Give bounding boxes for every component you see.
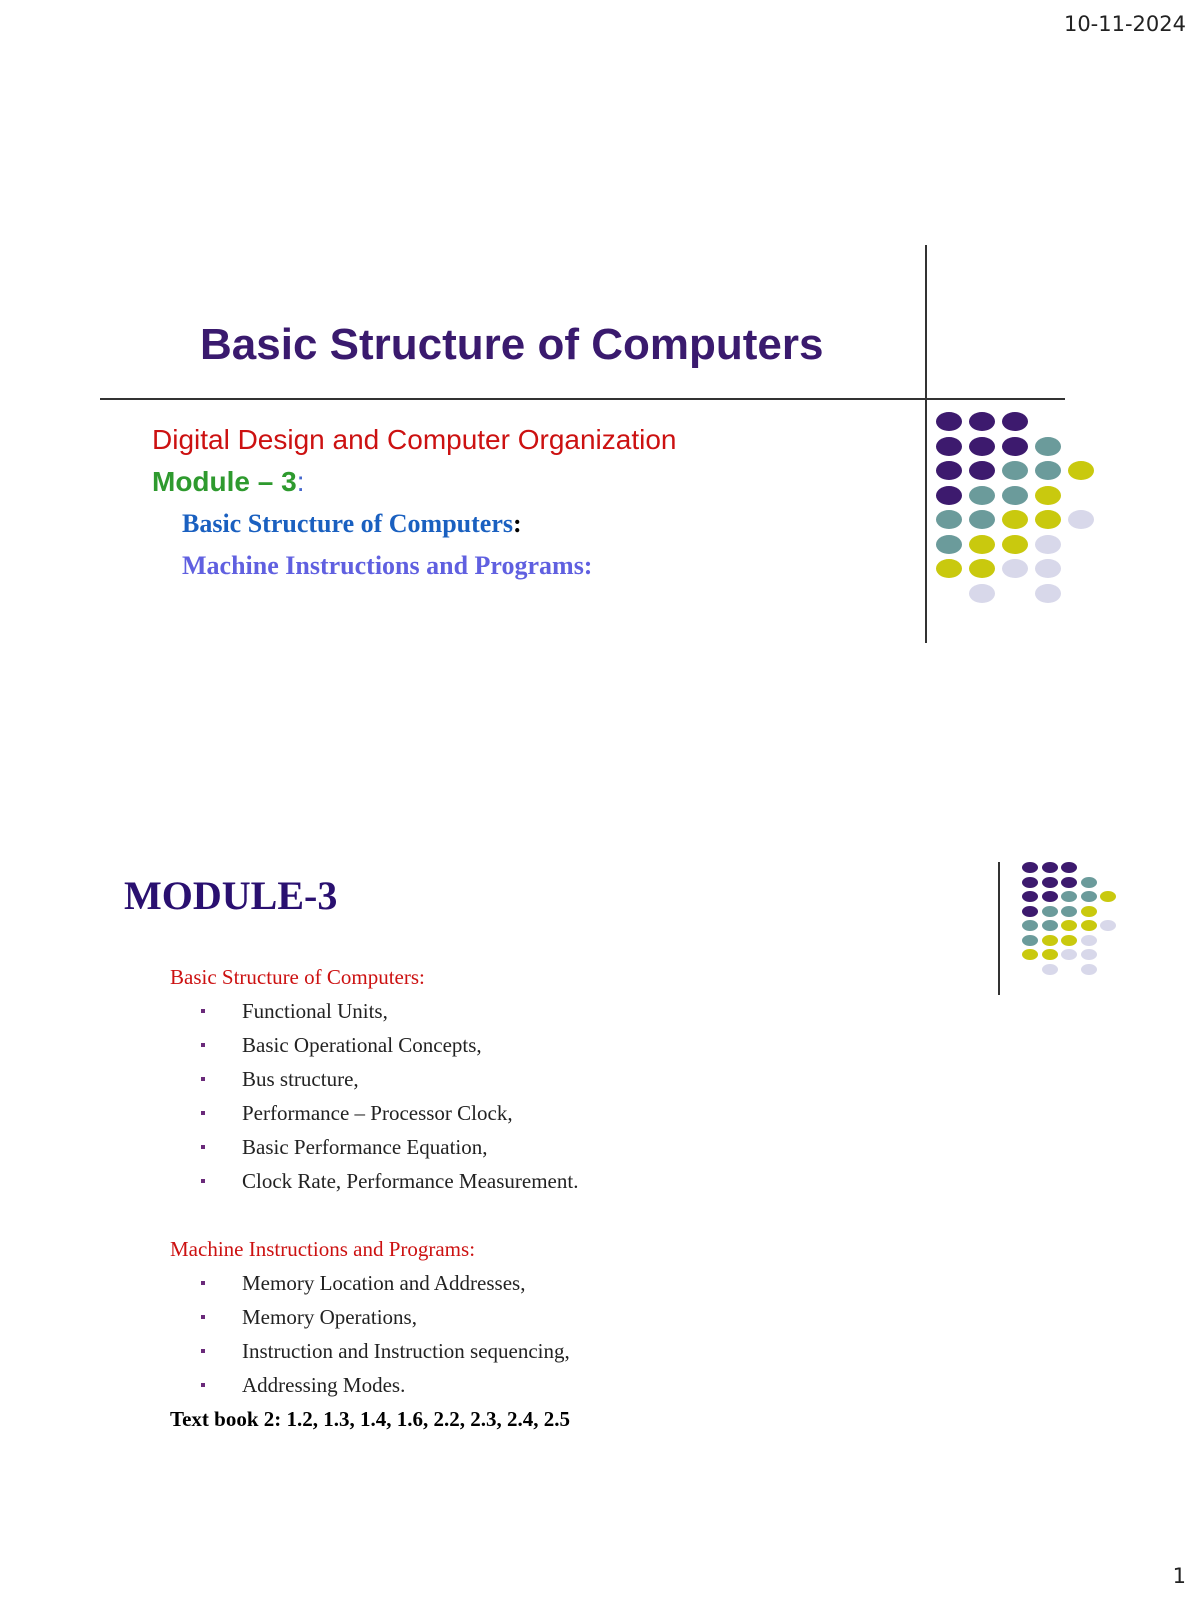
list-item-text: Performance – Processor Clock, [242,1101,513,1125]
teal-dot [1002,486,1028,505]
purple-dot [936,437,962,456]
slide1-topic-basic-structure [182,509,522,539]
slide1-topic-machine-instructions: Machine Instructions and Programs: [182,551,593,580]
purple-dot [1022,877,1038,888]
lavender-dot [1068,510,1094,529]
slide1-vertical-divider [925,245,927,643]
slide2-title: MODULE-3 [124,873,338,918]
list-item-text: Memory Location and Addresses, [242,1271,526,1295]
yellow-dot [1042,935,1058,946]
purple-dot [1061,862,1077,873]
slide1-horizontal-divider [100,398,1065,400]
bullet-icon [201,1383,205,1387]
yellow-dot [1042,949,1058,960]
page-number: 1 [1172,1564,1186,1588]
teal-dot [1022,920,1038,931]
lavender-dot [1081,935,1097,946]
yellow-dot [1061,935,1077,946]
bullet-icon [201,1009,205,1013]
slide1-subtitle: Digital Design and Computer Organization [152,424,677,455]
module-label-colon: : [296,466,305,497]
teal-dot [1081,891,1097,902]
bullet-icon [201,1281,205,1285]
yellow-dot [1035,510,1061,529]
slide1-title: Basic Structure of Computers [200,320,824,369]
list-item-text: Bus structure, [242,1067,359,1091]
list-item [170,1300,578,1334]
list-item [170,994,578,1028]
yellow-dot [1035,486,1061,505]
list-item [170,1164,578,1198]
purple-dot [1061,877,1077,888]
purple-dot [1002,437,1028,456]
list-item [170,1062,578,1096]
purple-dot [1002,412,1028,431]
purple-dot [936,412,962,431]
lavender-dot [1100,920,1116,931]
yellow-dot [1002,510,1028,529]
teal-dot [969,486,995,505]
list-item [170,1334,578,1368]
yellow-dot [1081,906,1097,917]
yellow-dot [1061,920,1077,931]
purple-dot [1022,906,1038,917]
lavender-dot [1002,559,1028,578]
list-item [170,1266,578,1300]
lavender-dot [1061,949,1077,960]
teal-dot [1042,906,1058,917]
bullet-icon [201,1145,205,1149]
lavender-dot [1081,949,1097,960]
lavender-dot [1035,584,1061,603]
slide2-vertical-divider [998,862,1000,995]
teal-dot [1081,877,1097,888]
list-item-text: Basic Performance Equation, [242,1135,488,1159]
section-heading-basic-structure: Basic Structure of Computers: [170,965,425,989]
lavender-dot [1042,964,1058,975]
yellow-dot [969,559,995,578]
purple-dot [936,486,962,505]
lavender-dot [1081,964,1097,975]
yellow-dot [1100,891,1116,902]
teal-dot [1002,461,1028,480]
textbook-reference: Text book 2: 1.2, 1.3, 1.4, 1.6, 2.2, 2.3, 2.4, 2.5 [170,1407,570,1431]
teal-dot [969,510,995,529]
slide2-content [170,960,578,1436]
list-item-text: Instruction and Instruction sequencing, [242,1339,570,1363]
lavender-dot [1035,535,1061,554]
slide1-module-label [152,466,304,498]
spacer [170,1198,578,1232]
yellow-dot [1068,461,1094,480]
purple-dot [969,461,995,480]
module-label-text: Module – 3 [152,466,297,497]
bullet-icon [201,1111,205,1115]
purple-dot [1022,891,1038,902]
purple-dot [969,437,995,456]
list-item [170,1130,578,1164]
list-item-text: Clock Rate, Performance Measurement. [242,1169,579,1193]
purple-dot [1042,891,1058,902]
list-item [170,1028,578,1062]
teal-dot [1035,461,1061,480]
lavender-dot [969,584,995,603]
purple-dot [969,412,995,431]
yellow-dot [1022,949,1038,960]
list-item [170,1368,578,1402]
teal-dot [936,535,962,554]
purple-dot [1042,862,1058,873]
list-item-text: Functional Units, [242,999,388,1023]
bullet-icon [201,1043,205,1047]
teal-dot [1022,935,1038,946]
purple-dot [1022,862,1038,873]
list-item-text: Addressing Modes. [242,1373,406,1397]
section-heading-machine-instructions: Machine Instructions and Programs: [170,1237,476,1261]
yellow-dot [1002,535,1028,554]
list-item-text: Memory Operations, [242,1305,417,1329]
slide1-dot-grid-decoration [936,412,1116,612]
lavender-dot [1035,559,1061,578]
yellow-dot [1081,920,1097,931]
date-label: 10-11-2024 [1063,12,1186,36]
teal-dot [1042,920,1058,931]
teal-dot [1035,437,1061,456]
teal-dot [936,510,962,529]
yellow-dot [969,535,995,554]
teal-dot [1061,906,1077,917]
purple-dot [936,461,962,480]
teal-dot [1061,891,1077,902]
purple-dot [1042,877,1058,888]
bullet-icon [201,1349,205,1353]
bullet-icon [201,1179,205,1183]
list-item [170,1096,578,1130]
bullet-icon [201,1315,205,1319]
topic1-colon: : [512,509,522,538]
slide2-dot-grid-decoration [1022,862,1122,982]
bullet-icon [201,1077,205,1081]
topic1-text: Basic Structure of Computers [182,509,513,538]
list-item-text: Basic Operational Concepts, [242,1033,482,1057]
yellow-dot [936,559,962,578]
